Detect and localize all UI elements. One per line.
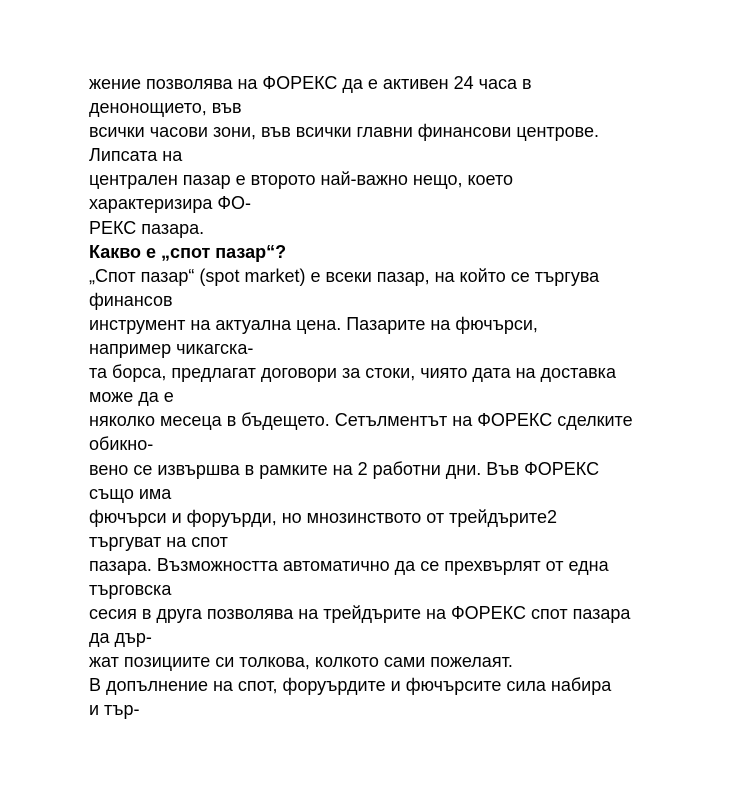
text-line: жение позволява на ФОРЕКС да е активен 24 часа в xyxy=(89,73,532,93)
text-line: търгуват на спот xyxy=(89,530,228,551)
text-line: централен пазар е второто най-важно нещо, което xyxy=(89,169,514,190)
text-line: сесия в друга позволява на трейдърите на ФОРЕКС спот пазара xyxy=(89,603,631,624)
text-line: жат позициите си толкова, колкото сами пожелаят. xyxy=(89,651,513,672)
text-line: характеризира ФО- xyxy=(89,193,252,214)
text-line: РЕКС пазара. xyxy=(89,217,205,238)
text-line: „Спот пазар“ (spot market) е всеки пазар, на който се търгува xyxy=(89,265,600,286)
text-line: обикно- xyxy=(89,434,154,455)
text-line: всички часови зони, във всички главни финансови центрове. xyxy=(89,121,600,142)
text-line: та борса, предлагат договори за стоки, чиято дата на доставка xyxy=(89,362,616,383)
text-line: пазара. Възможността автоматично да се прехвърлят от една xyxy=(89,554,609,575)
text-line: В допълнение на спот, форуърдите и фючърсите сила набира xyxy=(89,675,612,696)
text-line: фючърси и форуърди, но мнозинството от трейдърите2 xyxy=(89,506,557,527)
text-line: също има xyxy=(89,482,172,503)
text-line: финансов xyxy=(89,289,173,310)
text-line: и тър- xyxy=(89,699,140,720)
text-line: може да е xyxy=(89,386,174,407)
text-line: например чикагска- xyxy=(89,338,254,359)
section-heading: Какво е „спот пазар“? xyxy=(89,241,287,262)
text-line: Липсата на xyxy=(89,145,183,166)
text-line: търговска xyxy=(89,578,172,599)
text-line: да дър- xyxy=(89,627,152,648)
text-line: няколко месеца в бъдещето. Сетълментът на ФОРЕКС сделките xyxy=(89,410,633,431)
text-line: вено се извършва в рамките на 2 работни дни. Във ФОРЕКС xyxy=(89,458,600,479)
body-text xyxy=(89,71,709,722)
text-line: инструмент на актуална цена. Пазарите на фючърси, xyxy=(89,313,538,334)
text-line: денонощието, във xyxy=(89,97,242,118)
